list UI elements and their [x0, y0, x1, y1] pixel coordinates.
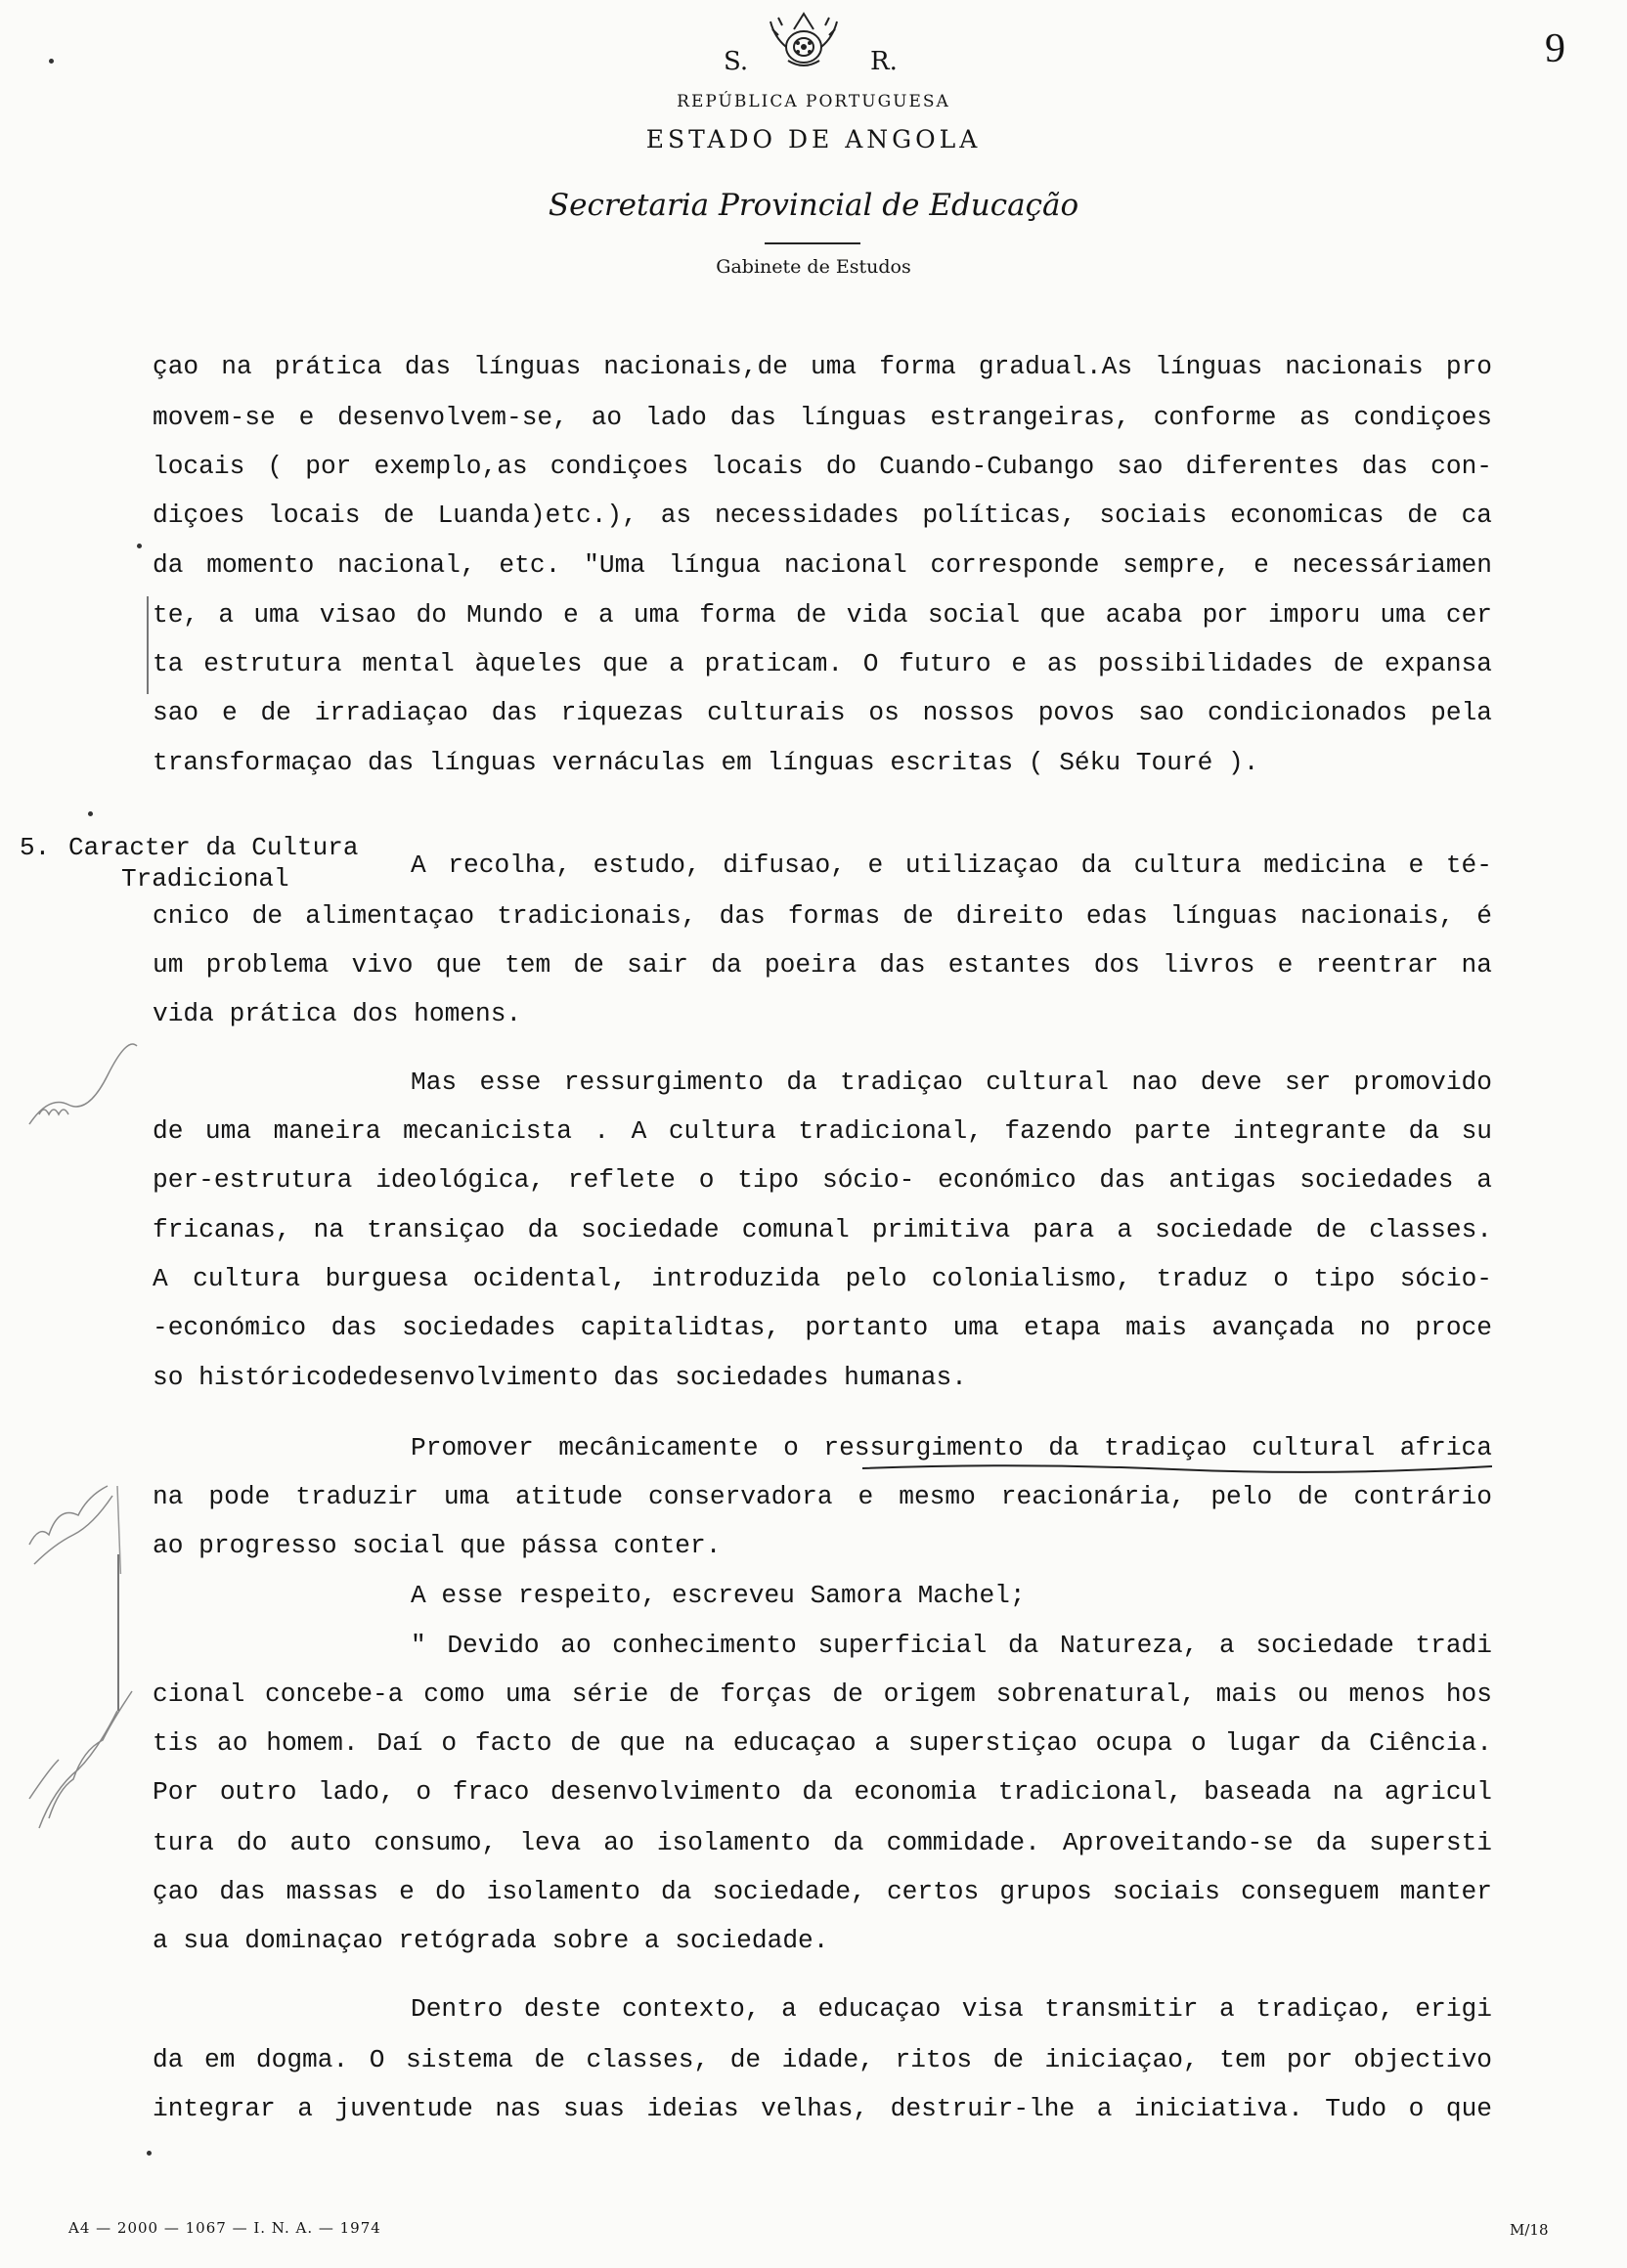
text-line: Dentro deste contexto, a educaçao visa transmitir a tradiçao, erigi — [411, 1994, 1492, 2024]
text-line: çao das massas e do isolamento da sociedade, certos grupos sociais conseguem manter — [153, 1877, 1492, 1906]
text-line: a sua dominaçao retógrada sobre a sociedade. — [153, 1926, 829, 1955]
margin-scribble — [20, 1447, 147, 1574]
text-line: Promover mecânicamente o ressurgimento da tradiçao cultural africa — [411, 1433, 1492, 1462]
letterhead-gabinete: Gabinete de Estudos — [716, 256, 911, 278]
text-line: movem-se e desenvolvem-se, ao lado das línguas estrangeiras, conforme as condiçoes — [153, 403, 1492, 432]
text-line: te, a uma visao do Mundo e a uma forma de vida social que acaba por imporu uma cer — [153, 600, 1492, 630]
text-line: Por outro lado, o fraco desenvolvimento da economia tradicional, baseada na agricul — [153, 1777, 1492, 1807]
letterhead-republica: REPÚBLICA PORTUGUESA — [677, 92, 950, 111]
margin-rule — [117, 1554, 119, 1711]
margin-scribble — [20, 1662, 156, 1838]
text-line: de uma maneira mecanicista . A cultura tradicional, fazendo parte integrante da su — [153, 1116, 1492, 1146]
text-line: cional concebe-a como uma série de forças de origem sobrenatural, mais ou menos hos — [153, 1679, 1492, 1709]
text-line: da momento nacional, etc. "Uma língua nacional corresponde sempre, e necessáriamen — [153, 550, 1492, 580]
text-line: tura do auto consumo, leva ao isolamento da commidade. Aproveitando-se da supersti — [153, 1828, 1492, 1857]
letterhead-rule — [765, 242, 860, 244]
text-line: ao progresso social que pássa conter. — [153, 1531, 722, 1560]
margin-scribble — [20, 1036, 147, 1134]
text-line: çao na prática das línguas nacionais,de uma forma gradual.As línguas nacionais pro — [153, 352, 1492, 381]
text-line: A esse respeito, escreveu Samora Machel; — [411, 1581, 1026, 1610]
section-title: Tradicional — [121, 864, 289, 894]
letterhead-estado: ESTADO DE ANGOLA — [645, 125, 982, 153]
margin-rule — [147, 596, 149, 694]
handwritten-underline — [860, 1461, 1496, 1474]
text-line: da em dogma. O sistema de classes, de idade, ritos de iniciaçao, tem por objectivo — [153, 2045, 1492, 2074]
page-number: 9 — [1545, 26, 1565, 71]
text-line: -económico das sociedades capitalidtas, portanto uma etapa mais avançada no proce — [153, 1313, 1492, 1342]
text-line: locais ( por exemplo,as condiçoes locais do Cuando-Cubango sao diferentes das con- — [153, 452, 1492, 481]
text-line: per-estrutura ideológica, reflete o tipo sócio- económico das antigas sociedades a — [153, 1165, 1492, 1195]
letterhead-secretaria: Secretaria Provincial de Educação — [548, 188, 1079, 223]
speck — [49, 59, 54, 64]
speck — [147, 2151, 152, 2156]
footer-print-info: A4 — 2000 — 1067 — I. N. A. — 1974 — [68, 2219, 381, 2237]
letterhead-r: R. — [870, 47, 898, 76]
text-line: fricanas, na transiçao da sociedade comunal primitiva para a sociedade de classes. — [153, 1215, 1492, 1244]
text-line: na pode traduzir uma atitude conservadora e mesmo reacionária, pelo de contrário — [153, 1482, 1492, 1511]
coat-of-arms-emblem — [765, 8, 843, 72]
letterhead-s: S. — [724, 47, 749, 76]
text-line: tis ao homem. Daí o facto de que na educaçao a superstiçao ocupa o lugar da Ciência. — [153, 1728, 1492, 1758]
text-line: um problema vivo que tem de sair da poeira das estantes dos livros e reentrar na — [153, 950, 1492, 980]
text-line: " Devido ao conhecimento superficial da Natureza, a sociedade tradi — [411, 1631, 1492, 1660]
text-line: Mas esse ressurgimento da tradiçao cultural nao deve ser promovido — [411, 1068, 1492, 1097]
text-line: vida prática dos homens. — [153, 999, 522, 1028]
text-line: A recolha, estudo, difusao, e utilizaçao da cultura medicina e té- — [411, 850, 1492, 880]
speck — [88, 811, 93, 816]
text-line: diçoes locais de Luanda)etc.), as necessidades políticas, sociais economicas de ca — [153, 501, 1492, 530]
text-line: transformaçao das línguas vernáculas em línguas escritas ( Séku Touré ). — [153, 748, 1259, 777]
text-line: sao e de irradiaçao das riquezas culturais os nossos povos sao condicionados pela — [153, 698, 1492, 727]
footer-form-code: M/18 — [1510, 2221, 1549, 2239]
text-line: ta estrutura mental àqueles que a praticam. O futuro e as possibilidades de expansa — [153, 649, 1492, 678]
text-line: cnico de alimentaçao tradicionais, das formas de direito edas línguas nacionais, é — [153, 901, 1492, 931]
text-line: so históricodedesenvolvimento das sociedades humanas. — [153, 1363, 967, 1392]
section-title: Caracter da Cultura — [68, 833, 359, 862]
section-number: 5. — [20, 833, 51, 862]
text-line: A cultura burguesa ocidental, introduzida pelo colonialismo, traduz o tipo sócio- — [153, 1264, 1492, 1293]
text-line: integrar a juventude nas suas ideias velhas, destruir-lhe a iniciativa. Tudo o que — [153, 2094, 1492, 2123]
speck — [137, 544, 142, 548]
